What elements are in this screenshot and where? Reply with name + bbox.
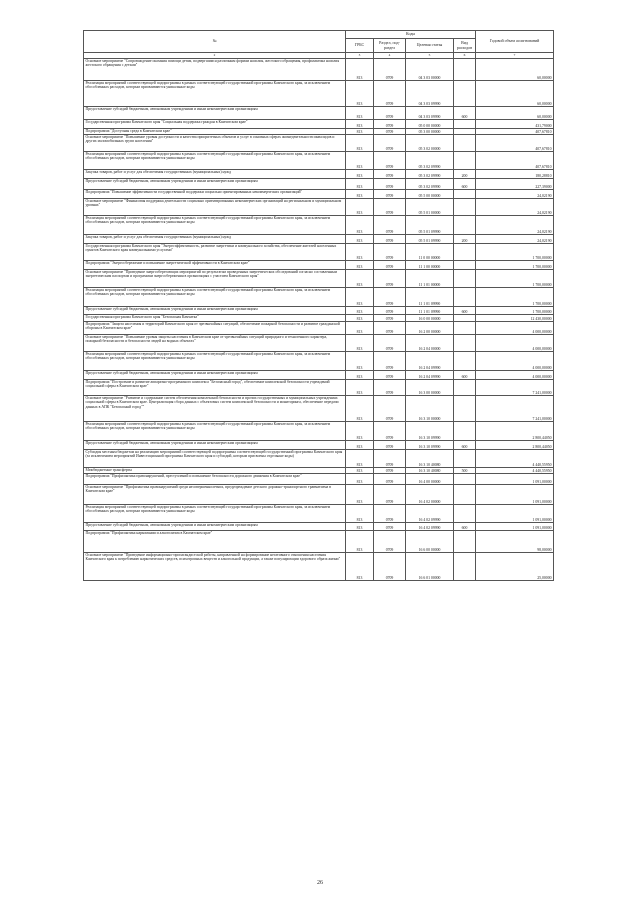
cell-grbs: 813 <box>346 505 374 523</box>
cell-sum: 60,00000 <box>476 81 554 107</box>
cell-target-item: 16 4 02 09990 <box>406 523 454 531</box>
cell-grbs: 813 <box>346 371 374 380</box>
cell-expense-type: 600 <box>454 441 476 450</box>
cell-name: Предоставление субсидий бюджетным, автономным учреждениям и иным некоммерческим организациям <box>84 179 346 190</box>
cell-section: 0709 <box>374 335 406 352</box>
cell-section: 0709 <box>374 81 406 107</box>
cell-expense-type <box>454 485 476 505</box>
cell-grbs: 813 <box>346 531 374 553</box>
cell-section: 0709 <box>374 270 406 288</box>
table-row <box>84 380 554 396</box>
col-number-3: 3 <box>346 53 374 59</box>
cell-target-item: 05 3 00 00000 <box>406 129 454 135</box>
cell-section: 0709 <box>374 396 406 422</box>
table-row <box>84 523 554 531</box>
cell-sum: 1 700,00000 <box>476 270 554 288</box>
cell-grbs: 813 <box>346 135 374 152</box>
cell-target-item: 05 3 02 09990 <box>406 179 454 190</box>
cell-target-item: 16 3 10 09990 <box>406 422 454 441</box>
table-row <box>84 553 554 581</box>
table-row <box>84 396 554 422</box>
cell-name: Реализация мероприятий соответствующей подпрограммы в рамках соответствующей государственной программы Камчатского края, за исключением обособленных расходов, которым присваиваются уникальные коды <box>84 288 346 307</box>
table-row <box>84 371 554 380</box>
cell-name: Основное мероприятие "Проведение информационно-пропагандистской работы, направленной на формирование негативного отношения населения Камчатского края к потреблению наркотических средств, психотропных веществ и алкогольной продукции, а также популяризации здорового образа жизни" <box>84 553 346 581</box>
table-row <box>84 422 554 441</box>
cell-target-item: 16 2 04 09990 <box>406 371 454 380</box>
cell-target-item: 04 3 03 00000 <box>406 59 454 81</box>
table-row <box>84 152 554 170</box>
cell-sum: 1 091,00000 <box>476 523 554 531</box>
cell-name: Субсидия местным бюджетам на реализацию мероприятий соответствующей подпрограммы соответствующей государственной программы Камчатского края (за исключением мероприятий Инвестиционной программы Камчатского края и субсидий, которым присвоены отдельные коды) <box>84 450 346 468</box>
cell-name: Основное мероприятие "Проведение энергосберегающих мероприятий по результатам проведенных энергетических обследований согласно составленным энергетическим паспортам и программам энергосбережения в организациях с участием Камчатского края" <box>84 270 346 288</box>
cell-name: Основное мероприятие "Финансовая поддержка деятельности социально ориентированных некоммерческих организаций на региональном и муниципальном уровнях" <box>84 199 346 216</box>
cell-expense-type <box>454 270 476 288</box>
cell-expense-type <box>454 199 476 216</box>
cell-grbs: 813 <box>346 553 374 581</box>
cell-section: 0709 <box>374 553 406 581</box>
cell-sum: 24,02190 <box>476 216 554 235</box>
cell-target-item: 11 1 01 09990 <box>406 288 454 307</box>
document-page <box>83 30 553 581</box>
cell-sum: 407,67810 <box>476 135 554 152</box>
cell-target-item: 16 2 04 09990 <box>406 352 454 371</box>
header-annual-sum: Годовой объем ассигнований <box>476 31 554 53</box>
cell-section: 0709 <box>374 59 406 81</box>
cell-target-item: 05 0 00 00000 <box>406 120 454 129</box>
cell-name: Подпрограмма "Повышение эффективности государственной поддержки социально ориентированных некоммерческих организаций" <box>84 190 346 199</box>
cell-sum: 1 700,00000 <box>476 288 554 307</box>
cell-target-item: 05 3 02 00000 <box>406 135 454 152</box>
cell-section: 0709 <box>374 422 406 441</box>
cell-section: 0709 <box>374 468 406 474</box>
cell-section: 0709 <box>374 216 406 235</box>
cell-grbs: 813 <box>346 307 374 315</box>
cell-section: 0709 <box>374 474 406 485</box>
cell-expense-type: 600 <box>454 107 476 120</box>
cell-expense-type: 500 <box>454 468 476 474</box>
cell-name: Подпрограмма "Профилактика наркомании и алкоголизма в Камчатском крае" <box>84 531 346 553</box>
cell-sum: 431,79000 <box>476 120 554 129</box>
cell-sum: 24,02190 <box>476 235 554 244</box>
table-row <box>84 244 554 261</box>
cell-expense-type <box>454 190 476 199</box>
cell-name: Реализация мероприятий соответствующей подпрограммы в рамках соответствующей государственной программы Камчатского края, за исключением обособленных расходов, которым присваиваются уникальные коды <box>84 352 346 371</box>
cell-target-item: 16 2 04 00000 <box>406 335 454 352</box>
cell-grbs: 813 <box>346 474 374 485</box>
cell-sum: 1 091,00000 <box>476 505 554 523</box>
cell-target-item: 16 4 02 09990 <box>406 505 454 523</box>
cell-name: Государственная программа Камчатского края "Социальная поддержка граждан в Камчатском крае" <box>84 120 346 129</box>
cell-section: 0709 <box>374 107 406 120</box>
cell-section: 0709 <box>374 523 406 531</box>
cell-name: Предоставление субсидий бюджетным, автономным учреждениям и иным некоммерческим организациям <box>84 441 346 450</box>
header-number: № <box>84 31 346 53</box>
header-grbs: ГРБС <box>346 39 374 53</box>
cell-name: Государственная программа Камчатского края "Безопасная Камчатка" <box>84 315 346 322</box>
cell-sum: 12 430,00000 <box>476 315 554 322</box>
table-body <box>84 31 554 581</box>
cell-grbs: 813 <box>346 170 374 179</box>
cell-target-item: 11 0 00 00000 <box>406 244 454 261</box>
table-row <box>84 261 554 270</box>
cell-sum: 407,67810 <box>476 152 554 170</box>
cell-section: 0709 <box>374 307 406 315</box>
cell-expense-type: 600 <box>454 179 476 190</box>
cell-grbs: 813 <box>346 244 374 261</box>
table-row <box>84 352 554 371</box>
table-row <box>84 235 554 244</box>
cell-expense-type <box>454 422 476 441</box>
cell-sum: 4 440,55950 <box>476 468 554 474</box>
cell-grbs: 813 <box>346 352 374 371</box>
cell-expense-type <box>454 505 476 523</box>
table-row <box>84 199 554 216</box>
table-row <box>84 190 554 199</box>
cell-target-item: 16 3 10 00000 <box>406 396 454 422</box>
col-number-4: 4 <box>374 53 406 59</box>
cell-section: 0709 <box>374 199 406 216</box>
cell-expense-type <box>454 244 476 261</box>
cell-section: 0709 <box>374 485 406 505</box>
cell-grbs: 813 <box>346 468 374 474</box>
cell-grbs: 813 <box>346 152 374 170</box>
cell-expense-type <box>454 135 476 152</box>
cell-grbs: 813 <box>346 81 374 107</box>
table-row <box>84 107 554 120</box>
cell-target-item: 05 3 02 09990 <box>406 170 454 179</box>
cell-sum: 60,00000 <box>476 59 554 81</box>
cell-target-item: 11 1 00 00000 <box>406 261 454 270</box>
cell-expense-type <box>454 335 476 352</box>
cell-sum: 7 241,00000 <box>476 380 554 396</box>
cell-target-item: 16 3 10 40080 <box>406 468 454 474</box>
cell-name: Реализация мероприятий соответствующей подпрограммы в рамках соответствующей государственной программы Камчатского края, за исключением обособленных расходов, которым присваиваются уникальные коды <box>84 216 346 235</box>
cell-name: Реализация мероприятий соответствующей подпрограммы в рамках соответствующей государственной программы Камчатского края, за исключением обособленных расходов, которым присваиваются уникальные коды <box>84 81 346 107</box>
cell-section: 0709 <box>374 170 406 179</box>
cell-section: 0709 <box>374 352 406 371</box>
cell-sum: 4 000,00000 <box>476 352 554 371</box>
cell-name: Подпрограмма "Защита населения и территорий Камчатского края от чрезвычайных ситуаций, обеспечение пожарной безопасности и развитие гражданской обороны в Камчатском крае" <box>84 322 346 335</box>
cell-name: Основное мероприятие "Развитие и содержание систем обеспечения комплексной безопасности и прочих государственных и муниципальных учреждениях социальной сферы в Камчатском крае. Централизация сбора данных с объектовых систем комплексной безопасности и мониторинга, обеспечение передачи данных в АПК "Безопасный город"" <box>84 396 346 422</box>
cell-target-item: 11 1 01 09990 <box>406 307 454 315</box>
budget-table <box>83 30 554 581</box>
cell-target-item: 16 3 10 09990 <box>406 441 454 450</box>
cell-sum: 24,02190 <box>476 190 554 199</box>
cell-target-item: 11 1 01 00000 <box>406 270 454 288</box>
cell-expense-type: 600 <box>454 371 476 380</box>
cell-grbs: 813 <box>346 120 374 129</box>
cell-section: 0709 <box>374 288 406 307</box>
cell-grbs: 813 <box>346 107 374 120</box>
cell-name: Основное мероприятие "Профилактика правонарушений среди несовершеннолетних, предупреждение детского дорожно-транспортного травматизма в Камчатском крае" <box>84 485 346 505</box>
cell-target-item: 05 5 01 09990 <box>406 235 454 244</box>
cell-name: Реализация мероприятий соответствующей подпрограммы в рамках соответствующей государственной программы Камчатского края, за исключением обособленных расходов, которым присваиваются уникальные коды <box>84 152 346 170</box>
cell-target-item: 16 6 01 00000 <box>406 553 454 581</box>
cell-expense-type: 600 <box>454 307 476 315</box>
cell-grbs: 813 <box>346 261 374 270</box>
cell-sum: 60,00000 <box>476 107 554 120</box>
header-row-codes <box>84 31 554 39</box>
cell-grbs: 813 <box>346 199 374 216</box>
cell-grbs: 813 <box>346 523 374 531</box>
cell-expense-type <box>454 380 476 396</box>
cell-target-item: 05 3 02 09990 <box>406 152 454 170</box>
cell-name: Реализация мероприятий соответствующей подпрограммы в рамках соответствующей государственной программы Камчатского края, за исключением обособленных расходов, которым присваиваются уникальные коды <box>84 505 346 523</box>
cell-sum: 7 241,00000 <box>476 396 554 422</box>
cell-expense-type <box>454 261 476 270</box>
cell-expense-type <box>454 120 476 129</box>
cell-grbs: 813 <box>346 179 374 190</box>
cell-section: 0709 <box>374 450 406 468</box>
cell-expense-type <box>454 553 476 581</box>
cell-expense-type: 600 <box>454 523 476 531</box>
table-row <box>84 170 554 179</box>
cell-section: 0709 <box>374 322 406 335</box>
table-row <box>84 505 554 523</box>
cell-target-item: 05 5 00 00000 <box>406 190 454 199</box>
cell-name: Государственная программа Камчатского края "Энергоэффективность, развитие энергетики и коммунального хозяйства, обеспечение жителей населенных пунктов Камчатского края коммунальными услугами" <box>84 244 346 261</box>
col-number-6: 6 <box>454 53 476 59</box>
cell-section: 0709 <box>374 380 406 396</box>
cell-name: Основное мероприятие "Сопровождение оказания помощи детям, подвергшимся различным формам насилия, жестокого обращения, профилактика насилия жестокого обращения с детьми" <box>84 59 346 81</box>
cell-sum: 25,00000 <box>476 553 554 581</box>
cell-grbs: 813 <box>346 422 374 441</box>
cell-sum: 227,39000 <box>476 179 554 190</box>
cell-expense-type <box>454 531 476 553</box>
cell-section: 0709 <box>374 244 406 261</box>
cell-sum: 1 700,00000 <box>476 307 554 315</box>
cell-section: 0709 <box>374 531 406 553</box>
header-section: Раздел, под-раздел <box>374 39 406 53</box>
cell-grbs: 813 <box>346 322 374 335</box>
cell-sum: 4 000,00000 <box>476 322 554 335</box>
cell-sum: 24,02190 <box>476 199 554 216</box>
cell-section: 0709 <box>374 179 406 190</box>
cell-grbs: 813 <box>346 380 374 396</box>
cell-grbs: 813 <box>346 288 374 307</box>
cell-name: Закупка товаров, работ и услуг для обеспечения государственных (муниципальных) нужд <box>84 235 346 244</box>
cell-name: Подпрограмма "Энергосбережение и повышение энергетической эффективности в Камчатском крае" <box>84 261 346 270</box>
cell-section: 0709 <box>374 152 406 170</box>
cell-section: 0709 <box>374 120 406 129</box>
cell-target-item: 16 4 02 00000 <box>406 485 454 505</box>
table-row <box>84 450 554 468</box>
cell-grbs: 813 <box>346 441 374 450</box>
cell-grbs: 813 <box>346 270 374 288</box>
cell-expense-type <box>454 152 476 170</box>
table-row <box>84 288 554 307</box>
cell-section: 0709 <box>374 441 406 450</box>
cell-expense-type <box>454 396 476 422</box>
cell-target-item: 04 3 03 09990 <box>406 107 454 120</box>
table-row <box>84 81 554 107</box>
cell-grbs: 813 <box>346 335 374 352</box>
cell-name: Основное мероприятие "Повышение уровня доступности и качества приоритетных объектов и услуг в основных сферах жизнедеятельности инвалидов и других маломобильных групп населения" <box>84 135 346 152</box>
cell-sum: 1 700,00000 <box>476 261 554 270</box>
header-expense-type: Вид расходов <box>454 39 476 53</box>
cell-expense-type <box>454 322 476 335</box>
cell-expense-type <box>454 352 476 371</box>
table-row <box>84 315 554 322</box>
cell-name: Подпрограмма "Построение и развитие аппаратно-программного комплекса "Безопасный город", обеспечение комплексной безопасности учреждений социальной сферы в Камчатском крае" <box>84 380 346 396</box>
col-number-7: 7 <box>476 53 554 59</box>
cell-target-item: 16 4 00 00000 <box>406 474 454 485</box>
cell-expense-type <box>454 474 476 485</box>
cell-sum: 1 091,00000 <box>476 474 554 485</box>
cell-target-item: 05 5 01 00000 <box>406 199 454 216</box>
cell-sum: 180,28810 <box>476 170 554 179</box>
cell-sum: 98,00000 <box>476 531 554 553</box>
table-row <box>84 322 554 335</box>
cell-section: 0709 <box>374 135 406 152</box>
cell-section: 0709 <box>374 190 406 199</box>
table-row <box>84 531 554 553</box>
cell-name: Основное мероприятие "Повышение уровня защиты населения в Камчатском крае от чрезвычайных ситуаций природного и техногенного характера, пожарной безопасности и безопасности людей на водных объектах" <box>84 335 346 352</box>
table-row <box>84 335 554 352</box>
cell-expense-type <box>454 315 476 322</box>
cell-grbs: 813 <box>346 485 374 505</box>
cell-section: 0709 <box>374 261 406 270</box>
cell-target-item: 16 0 00 00000 <box>406 315 454 322</box>
cell-section: 0709 <box>374 235 406 244</box>
cell-sum: 4 000,00000 <box>476 335 554 352</box>
cell-expense-type <box>454 450 476 468</box>
table-row <box>84 441 554 450</box>
cell-name: Предоставление субсидий бюджетным, автономным учреждениям и иным некоммерческим организациям <box>84 307 346 315</box>
cell-sum: 407,67810 <box>476 129 554 135</box>
cell-section: 0709 <box>374 371 406 380</box>
table-row <box>84 270 554 288</box>
cell-name: Подпрограмма "Профилактика правонарушений, преступлений и повышение безопасности дорожного движения в Камчатском крае" <box>84 474 346 485</box>
table-row <box>84 120 554 129</box>
cell-expense-type <box>454 288 476 307</box>
col-number-5: 5 <box>406 53 454 59</box>
table-row <box>84 216 554 235</box>
cell-grbs: 813 <box>346 450 374 468</box>
cell-target-item: 16 6 00 00000 <box>406 531 454 553</box>
page-number: 26 <box>317 880 323 886</box>
cell-sum: 1 091,00000 <box>476 485 554 505</box>
cell-name: Подпрограмма "Доступная среда в Камчатском крае" <box>84 129 346 135</box>
cell-sum: 2 800,44050 <box>476 422 554 441</box>
cell-sum: 2 800,44050 <box>476 441 554 450</box>
cell-target-item: 16 2 00 00000 <box>406 322 454 335</box>
cell-grbs: 813 <box>346 129 374 135</box>
table-row <box>84 307 554 315</box>
cell-grbs: 813 <box>346 59 374 81</box>
cell-name: Предоставление субсидий бюджетным, автономным учреждениям и иным некоммерческим организациям <box>84 371 346 380</box>
table-row <box>84 135 554 152</box>
cell-grbs: 813 <box>346 235 374 244</box>
cell-target-item: 16 3 10 40080 <box>406 450 454 468</box>
table-row <box>84 59 554 81</box>
cell-target-item: 16 3 00 00000 <box>406 380 454 396</box>
cell-section: 0709 <box>374 129 406 135</box>
table-row <box>84 474 554 485</box>
cell-sum: 1 700,00000 <box>476 244 554 261</box>
table-row <box>84 179 554 190</box>
cell-name: Предоставление субсидий бюджетным, автономным учреждениям и иным некоммерческим организациям <box>84 523 346 531</box>
cell-name: Реализация мероприятий соответствующей подпрограммы в рамках соответствующей государственной программы Камчатского края, за исключением обособленных расходов, которым присваиваются уникальные коды <box>84 422 346 441</box>
cell-grbs: 813 <box>346 315 374 322</box>
table-row <box>84 485 554 505</box>
cell-target-item: 05 5 01 09990 <box>406 216 454 235</box>
cell-grbs: 813 <box>346 396 374 422</box>
cell-expense-type: 200 <box>454 235 476 244</box>
cell-name: Предоставление субсидий бюджетным, автономным учреждениям и иным некоммерческим организациям <box>84 107 346 120</box>
cell-target-item: 04 3 03 09990 <box>406 81 454 107</box>
header-target-item: Целевая статья <box>406 39 454 53</box>
cell-grbs: 813 <box>346 190 374 199</box>
cell-expense-type <box>454 81 476 107</box>
cell-expense-type: 200 <box>454 170 476 179</box>
cell-grbs: 813 <box>346 216 374 235</box>
cell-section: 0709 <box>374 315 406 322</box>
cell-name: Закупка товаров, работ и услуг для обеспечения государственных (муниципальных) нужд <box>84 170 346 179</box>
cell-sum: 4 440,55950 <box>476 450 554 468</box>
cell-expense-type <box>454 216 476 235</box>
cell-name: Межбюджетные трансферты <box>84 468 346 474</box>
col-number-1: 2 <box>84 53 346 59</box>
cell-sum: 4 000,00000 <box>476 371 554 380</box>
cell-expense-type <box>454 59 476 81</box>
cell-section: 0709 <box>374 505 406 523</box>
header-codes-group: Коды <box>346 31 476 39</box>
